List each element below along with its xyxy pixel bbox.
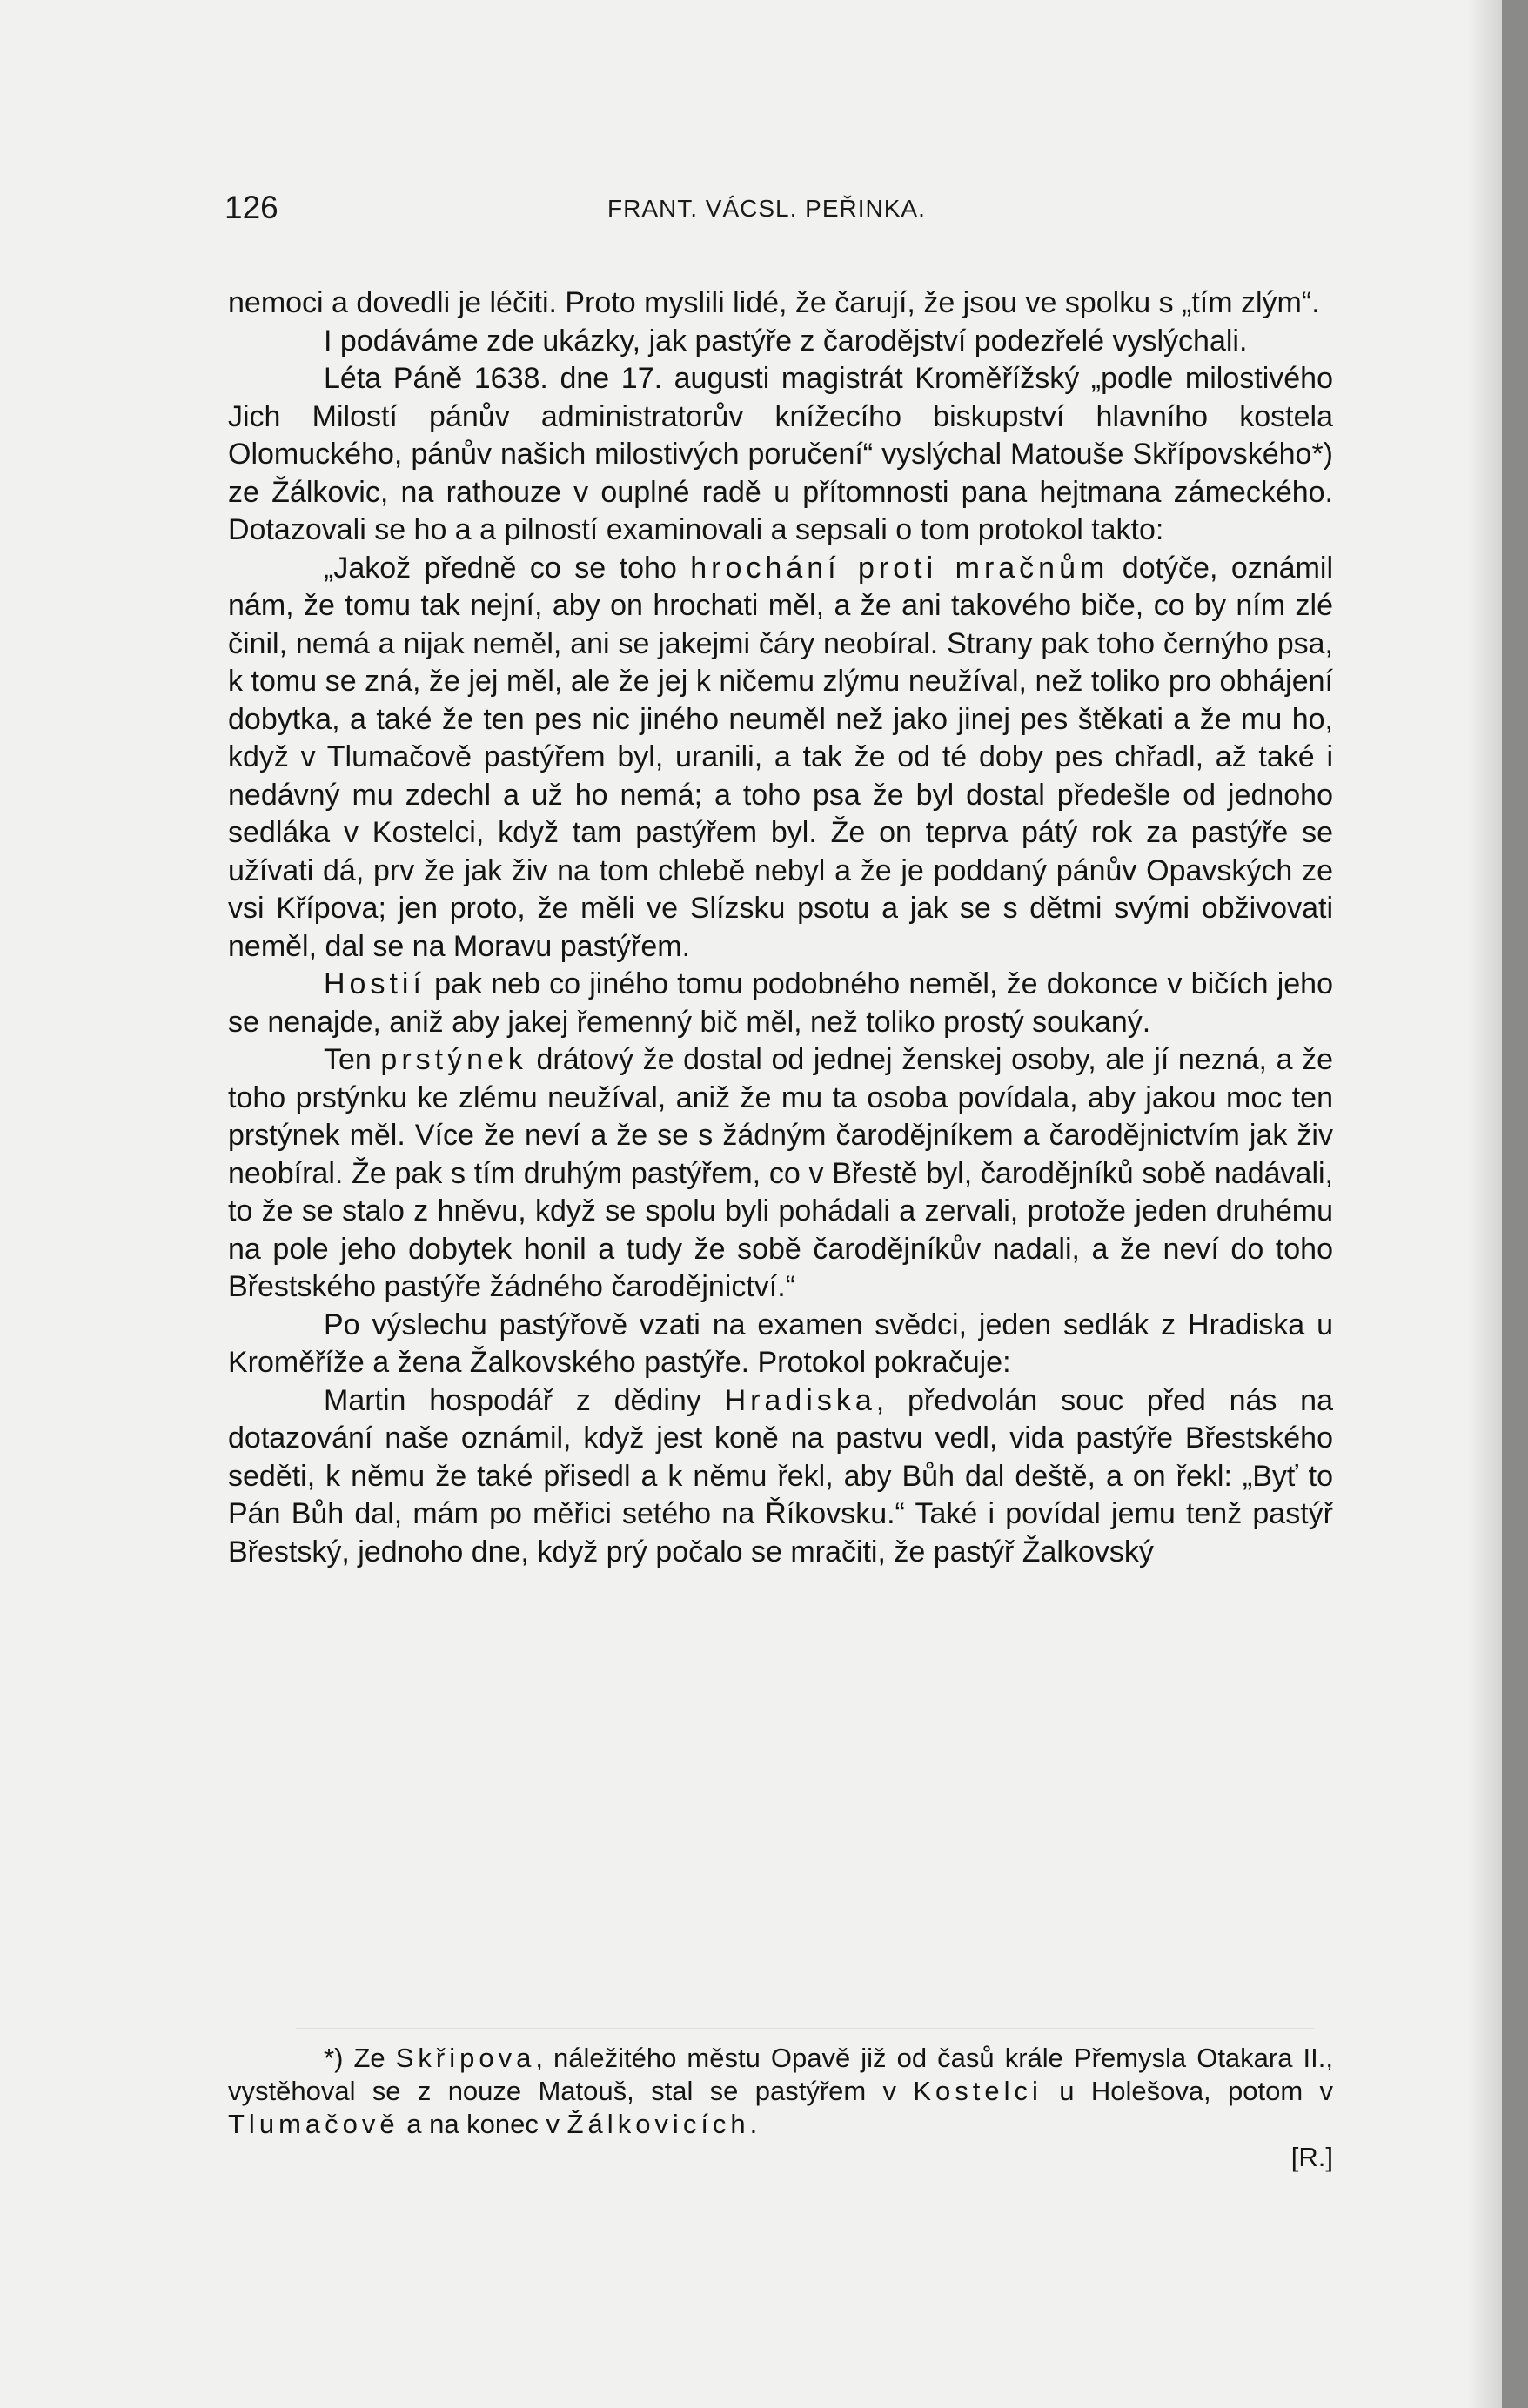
paragraph-8-part-c: , předvolán souc před nás na dotazování naše oznámil, když jest koně na pastvu vedl, vida pastýře Břestského seděti, k němu že také přisedl a k němu řekl, aby Bůh dal deště, a on řekl: „Byť to Pán Bůh dal, mám po měřici setého na Říkovsku.“ Také i povídal jemu tenž pastýř Břestský, jednoho dne, když prý počalo se mračiti, že pastýř Žalkovský	[228, 1383, 1333, 1569]
body-text	[228, 284, 1333, 1571]
paragraph-2: I podáváme zde ukázky, jak pastýře z čarodějství podezřelé vyslýchali.	[324, 324, 1248, 358]
footnote-end	[228, 2141, 1333, 2174]
footnote	[228, 2042, 1333, 2174]
footnote-part-i: .	[749, 2109, 758, 2139]
paragraph-6	[228, 1041, 1333, 1307]
footnote-part-g: a na konec v	[399, 2109, 567, 2139]
paragraph-5-part-b: pak neb co jiného tomu podobného neměl, že dokonce v bičích jeho se nenajde, aniž aby jakej řemenný bič měl, než toliko prostý soukaný.	[228, 967, 1333, 1039]
running-head: FRANT. VÁCSL. PEŘINKA.	[607, 195, 926, 222]
footnote-spaced-tlumacove: Tlumačově	[228, 2109, 399, 2139]
page-number: 126	[225, 190, 278, 225]
footnote-text	[228, 2043, 1333, 2139]
spaced-term-hostii: Hostií	[324, 967, 426, 1000]
paragraph-4-part-a: „Jakož předně co se toho	[324, 551, 691, 585]
paragraph-6-part-a: Ten	[324, 1043, 381, 1076]
paragraph-4	[228, 550, 1333, 967]
spaced-term-prstynek: prstýnek	[380, 1043, 527, 1076]
footnote-spaced-zalkovicich: Žálkovicích	[566, 2109, 750, 2139]
footnote-mark: [R.]	[1290, 2142, 1333, 2172]
paragraph-7: Po výslechu pastýřově vzati na examen svědci, jeden sedlák z Hradiska u Kroměříže a žena Žalkovského pastýře. Protokol pokračuje:	[228, 1308, 1333, 1379]
paragraph-6-part-c: drátový že dostal od jednej ženskej osoby, ale jí nezná, a že toho prstýnku ke zlému neužíval, aniž že mu ta osoba povídala, aby jakou moc ten prstýnek měl. Více že neví a že se s žádným čarodějníkem a čarodějnictvím jak živ neobíral. Že pak s tím druhým pastýřem, co v Břestě byl, čarodějníků sobě nadávali, to že se stalo z hněvu, když se spolu byli pohádali a zervali, protože jeden druhému na pole jeho dobytek honil a tudy že sobě čarodějníkův nadali, a že neví do toho Břestského pastýře žádného čarodějnictví.“	[228, 1043, 1333, 1303]
page-header	[225, 190, 1330, 242]
footnote-part-e: u Holešova, potom v	[1042, 2076, 1333, 2106]
footnote-spaced-kostelci: Kostelci	[913, 2076, 1042, 2106]
footnote-part-c: , náležitého městu Opavě již od časů krále Přemysla Otakara II., vystěhoval se z nouze Matouš, stal se pastýřem v	[228, 2043, 1333, 2106]
footnote-part-a: *) Ze	[324, 2043, 396, 2073]
paragraph-8-part-a: Martin hospodář z dědiny	[324, 1383, 725, 1417]
spaced-term-hrochani: hrochání proti mračnům	[690, 551, 1109, 585]
paragraph-3: Léta Páně 1638. dne 17. augusti magistrát Kroměřížský „podle milostivého Jich Milostí pánův administratorův knížecího biskupství hlavního kostela Olomuckého, pánův našich milostivých poručení“ vyslýchal Matouše Skřípovského*) ze Žálkovic, na rathouze v ouplné radě u přítomnosti pana hejtmana zámeckého. Dotazovali se ho a a pilností examinovali a sepsali o tom protokol takto:	[228, 362, 1333, 546]
footnote-spaced-skripova: Skřipova	[395, 2043, 536, 2073]
spaced-term-hradiska: Hradiska	[724, 1383, 876, 1417]
paragraph-1: nemoci a dovedli je léčiti. Proto myslili lidé, že čarují, že jsou ve spolku s „tím zlým“.	[228, 286, 1320, 319]
paragraph-4-part-c: dotýče, oznámil nám, že tomu tak nejní, aby on hrochati měl, a že ani takového biče, co by ním zlé činil, nemá a nijak neměl, ani se jakejmi čáry neobíral. Strany pak toho černýho psa, k tomu se zná, že jej měl, ale že jej k ničemu zlýmu neužíval, než toliko pro obhájení dobytka, a také že ten pes nic jiného neuměl než jako jinej pes štěkati a že mu ho, když v Tlumačově pastýřem byl, uranili, a tak že od té doby pes chřadl, až také i nedávný mu zdechl a už ho nemá; a toho psa že byl dostal předešle od jednoho sedláka v Kostelci, když tam pastýřem byl. Že on teprva pátý rok za pastýře se užívati dá, prv že jak živ na tom chlebě nebyl a že je poddaný pánův Opavských ze vsi Křípova; jen proto, že měli ve Slízsku psotu a jak se s dětmi svými obživovati neměl, dal se na Moravu pastýřem.	[228, 551, 1334, 963]
paragraph-8	[228, 1382, 1333, 1572]
paragraph-5	[228, 966, 1333, 1041]
footnote-separator	[296, 2028, 1314, 2029]
